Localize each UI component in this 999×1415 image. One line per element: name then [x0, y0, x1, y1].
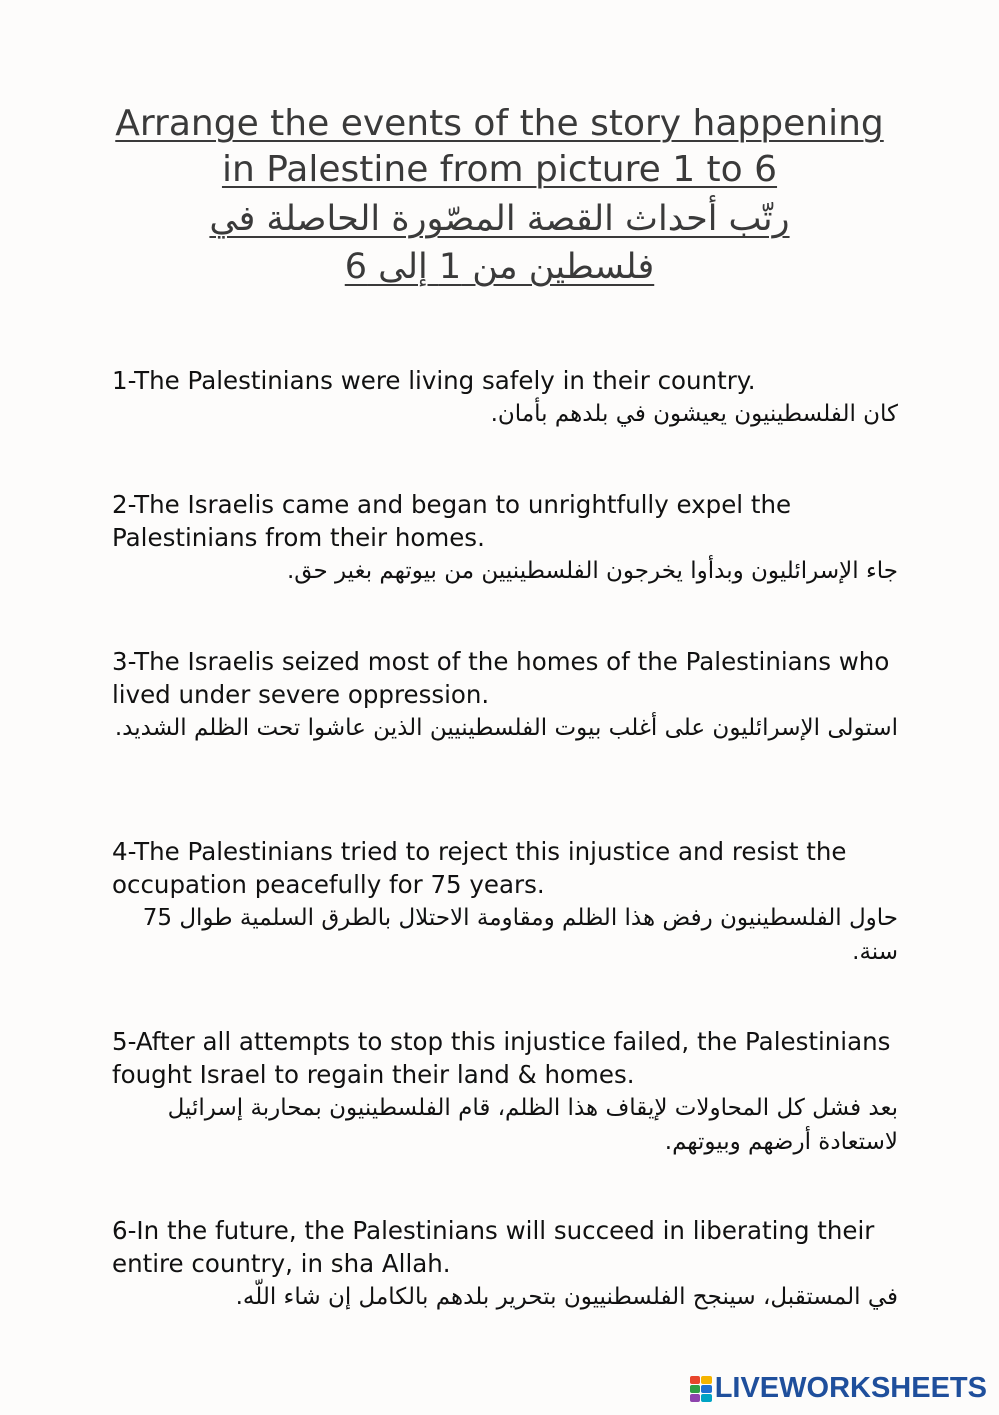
liveworksheets-logo-text: LIVEWORKSHEETS	[714, 1372, 987, 1404]
event-4-english: 4-The Palestinians tried to reject this injustice and resist the occupation peacefully for 75 years.	[112, 837, 847, 899]
logo-tile-6	[701, 1394, 712, 1402]
liveworksheets-logo[interactable]	[690, 1372, 987, 1405]
event-1-english: 1-The Palestinians were living safely in their country.	[112, 366, 756, 395]
event-5-english: 5-After all attempts to stop this injustice failed, the Palestinians fought Israel to regain their land & homes.	[112, 1027, 891, 1089]
event-2-english: 2-The Israelis came and began to unrightfully expel the Palestinians from their homes.	[112, 490, 792, 552]
title-english-line-2: in Palestine from picture 1 to 6	[221, 149, 778, 190]
logo-tile-4	[701, 1385, 712, 1393]
logo-tile-3	[690, 1385, 701, 1393]
liveworksheets-logo-icon	[690, 1376, 712, 1402]
event-2-arabic: جاء الإسرائليون وبدأوا يخرجون الفلسطينيين من بيوتهم بغير حق.	[286, 558, 898, 584]
event-6-arabic: في المستقبل، سينجح الفلسطنييون بتحرير بلدهم بالكامل إن شاء اللّه.	[235, 1284, 898, 1310]
event-2	[112, 488, 902, 588]
title-arabic-line-2: فلسطين من 1 إلى 6	[344, 247, 655, 287]
logo-tile-1	[690, 1376, 701, 1384]
event-5-arabic: بعد فشل كل المحاولات لإيقاف هذا الظلم، قام الفلسطينيون بمحاربة إسرائيل لاستعادة أرضهم وبيوتهم.	[167, 1095, 898, 1155]
event-4	[112, 835, 902, 969]
event-6	[112, 1214, 902, 1314]
title-english-line-1: Arrange the events of the story happening	[115, 103, 884, 144]
event-1-arabic: كان الفلسطينيون يعيشون في بلدهم بأمان.	[490, 401, 898, 427]
event-3-arabic: استولى الإسرائليون على أغلب بيوت الفلسطينيين الذين عاشوا تحت الظلم الشديد.	[114, 715, 898, 741]
event-6-english: 6-In the future, the Palestinians will succeed in liberating their entire country, in sha Allah.	[112, 1216, 875, 1278]
event-3	[112, 645, 902, 745]
event-3-english: 3-The Israelis seized most of the homes of the Palestinians who lived under severe oppression.	[112, 647, 890, 709]
title-arabic-line-1: رتّب أحداث القصة المصّورة الحاصلة في	[209, 199, 790, 239]
logo-tile-5	[690, 1394, 701, 1402]
event-5	[112, 1025, 902, 1159]
logo-tile-2	[701, 1376, 712, 1384]
event-1	[112, 364, 902, 431]
event-4-arabic: حاول الفلسطينيون رفض هذا الظلم ومقاومة الاحتلال بالطرق السلمية طوال 75 سنة.	[142, 905, 898, 965]
